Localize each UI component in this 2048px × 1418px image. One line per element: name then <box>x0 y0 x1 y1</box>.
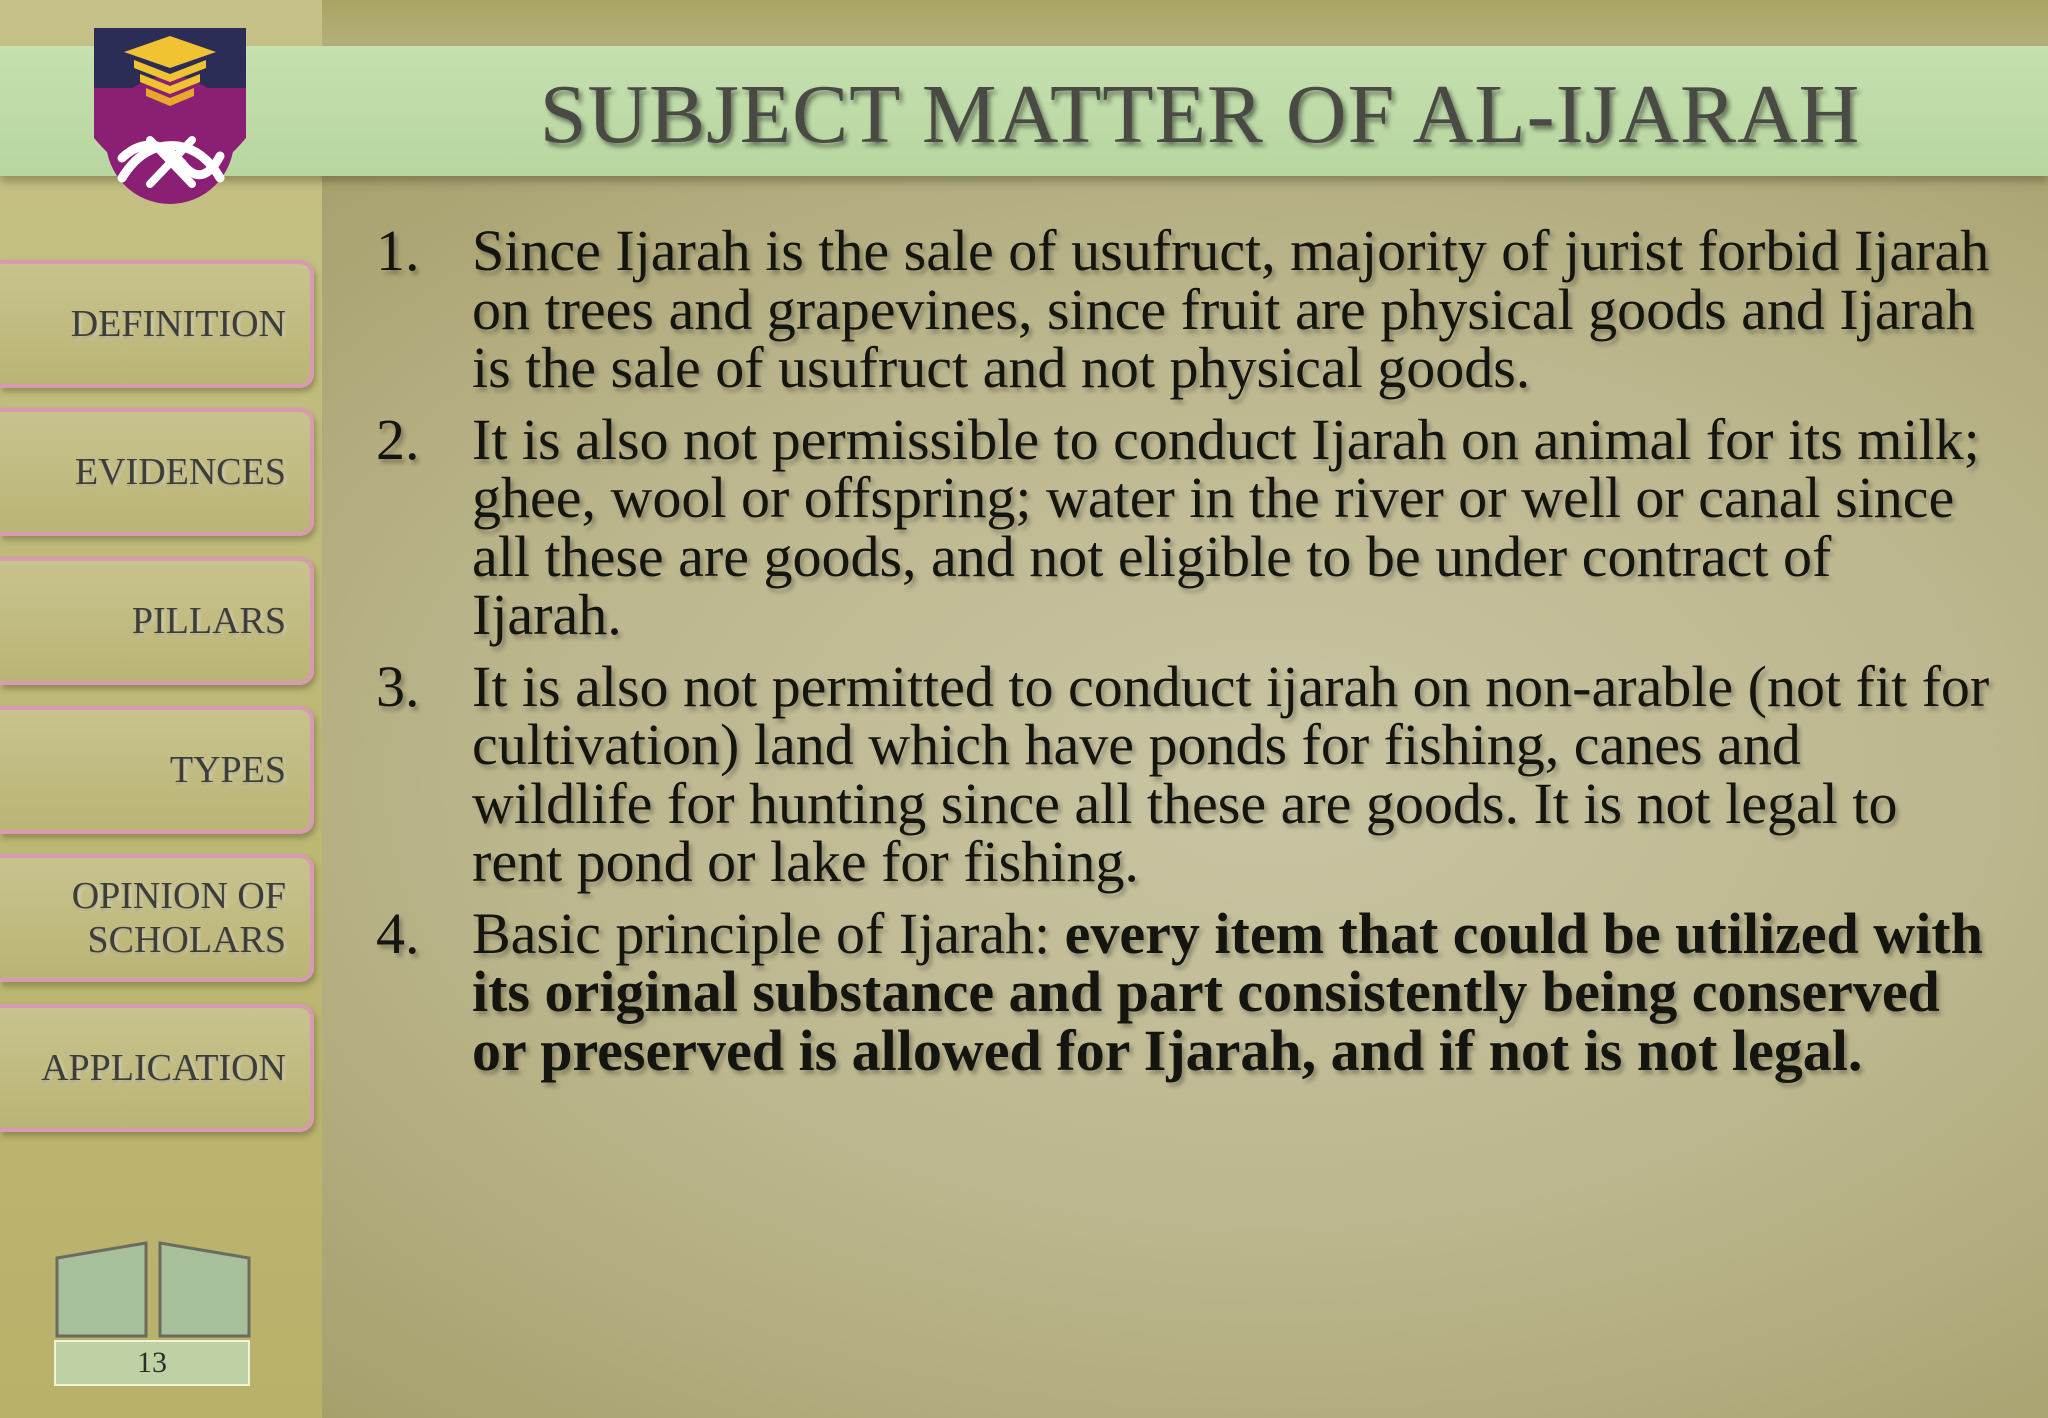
slide-title: SUBJECT MATTER OF AL-IJARAH <box>539 68 1861 161</box>
item-number: 4. <box>376 900 420 966</box>
list-item <box>370 900 1990 1083</box>
nav-item-opinion-of-scholars[interactable] <box>0 854 314 982</box>
nav-item-label: EVIDENCES <box>74 451 286 493</box>
nav-item-label: TYPES <box>169 749 286 791</box>
item-number: 2. <box>376 406 420 472</box>
nav-item-pillars[interactable] <box>0 557 314 685</box>
nav-item-types[interactable] <box>0 706 314 834</box>
item-number: 1. <box>376 218 420 283</box>
item-number: 3. <box>376 653 420 719</box>
item-bold-text: every item that could be utilized with its original substance and part consistently being conserved or preserved is allowed for Ijarah, and if not is not legal. <box>472 900 1983 1083</box>
book-pages-icon[interactable] <box>54 1240 252 1340</box>
list-item <box>370 406 1990 647</box>
item-text: It is also not permitted to conduct ijarah on non-arable (not fit for cultivation) land which have ponds for fishing, canes and wildlife for hunting since all these are goods. It is not legal to rent pond or lake for fishing. <box>472 653 1990 894</box>
nav-item-evidences[interactable] <box>0 408 314 536</box>
nav-item-label: PILLARS <box>131 600 286 642</box>
list-item <box>370 218 1990 400</box>
nav-item-label: DEFINITION <box>70 303 286 345</box>
item-text: Basic principle of Ijarah: <box>472 900 1065 966</box>
nav-item-label: APPLICATION <box>41 1047 286 1089</box>
university-logo-icon <box>94 28 246 208</box>
nav-item-application[interactable] <box>0 1004 314 1132</box>
nav-item-label: OPINION OF SCHOLARS <box>71 875 286 961</box>
list-item <box>370 653 1990 894</box>
item-text: Since Ijarah is the sale of usufruct, majority of jurist forbid Ijarah on trees and grapevines, since fruit are physical goods and Ijarah is the sale of usufruct and not physical goods. <box>472 218 1990 400</box>
page-navigator <box>54 1240 252 1388</box>
nav-item-definition[interactable] <box>0 260 314 388</box>
content-list <box>370 218 1990 1093</box>
page-number: 13 <box>54 1340 250 1386</box>
item-text: It is also not permissible to conduct Ijarah on animal for its milk; ghee, wool or offspring; water in the river or well or canal since all these are goods, and not eligible to be under contract of Ijarah. <box>472 406 1980 647</box>
